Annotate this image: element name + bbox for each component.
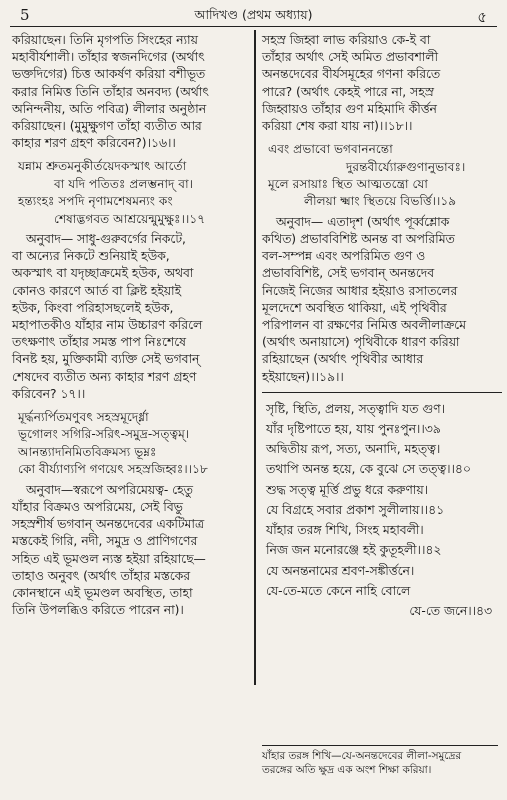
text-line: যাঁহার বিক্রমও অপরিমেয়, সেই বিভু bbox=[12, 499, 183, 514]
text-line: সহস্রশীর্ষ ভগবান্ অনন্তদেবের একটিমাত্র bbox=[12, 517, 204, 532]
text-line: করিয়া শেষ করা যায় না)।।১৮।। bbox=[262, 119, 413, 134]
right-column bbox=[262, 32, 496, 621]
text-line: সহিত এই ভূমণ্ডল ন্যস্ত হইয়া রহিয়াছে— bbox=[12, 551, 206, 566]
text-line: রহিয়াছেন (অর্থাৎ পৃথিবীর আধার bbox=[262, 352, 424, 367]
commentary-paragraph bbox=[12, 32, 246, 152]
text-line: তাহাও অনুবৎ (অর্থাৎ তাঁহার মস্তকের bbox=[12, 568, 191, 583]
running-title: আদিখণ্ড (প্রথম অধ্যায়) bbox=[194, 7, 313, 22]
verse-line: ভূগোলং সগিরি-সরিৎ-সমুদ্র-সত্ত্বম্। bbox=[18, 427, 190, 442]
sanskrit-verse-17 bbox=[12, 158, 246, 228]
song-line: নিজ জন মনোরঞ্জে হই কুতূহলী।।৪২ bbox=[266, 543, 442, 558]
left-column bbox=[12, 32, 246, 619]
text-line: করিয়াছেন। (মুমুক্ষুগণ তাঁহা ব্যতীত আর bbox=[12, 119, 202, 134]
text-line: কোনস্থানে এই ভূমণ্ডল অবস্থিত, তাহা bbox=[12, 585, 193, 600]
song-line: শুদ্ধ সত্ত্ব মূর্ত্তি প্রভু ধরে করুণায়। bbox=[266, 482, 429, 497]
sanskrit-verse-18 bbox=[12, 409, 246, 479]
text-line: তিনি উপলব্ধিও করিতে পারেন না)। bbox=[12, 603, 184, 618]
song-line: সৃষ্টি, স্থিতি, প্রলয়, সত্ত্বাদি যত গুণ। bbox=[266, 401, 445, 416]
song-line: অদ্বিতীয় রূপ, সত্য, অনাদি, মহত্ত্ব। bbox=[266, 442, 441, 457]
text-line: মস্তকেই গিরি, নদী, সমুদ্র ও প্রাণিগণের bbox=[12, 534, 198, 549]
text-line: বা অন্যের নিকটে শুনিয়াই হউক, bbox=[12, 249, 170, 264]
text-line: পরিপালন বা রক্ষণের নিমিত্ত অবলীলাক্রমে bbox=[262, 318, 466, 333]
song-line: যে অনন্তনামের শ্রবণ-সঙ্কীর্ত্তনে। bbox=[266, 563, 415, 578]
bengali-song bbox=[262, 399, 496, 621]
sanskrit-verse-19 bbox=[262, 141, 496, 211]
verse-line: দুরন্তবীর্য্যোরুগুণানুভাবঃ। bbox=[346, 159, 466, 174]
commentary-paragraph bbox=[262, 32, 496, 135]
footnote-line: তরঙ্গের অতি ক্ষুদ্র এক অংশ শিক্ষা করিয়া। bbox=[262, 764, 432, 777]
translation-18 bbox=[12, 482, 246, 620]
text-line: পারে? (অর্থাৎ কেহই পারে না, সহস্র bbox=[262, 84, 434, 99]
text-line: করিয়াছেন। তিনি মৃগপতি সিংহের ন্যায় bbox=[12, 33, 198, 47]
text-line: তাঁহার অর্থাৎ সেই অমিত প্রভাবশালী bbox=[262, 50, 438, 65]
text-line: হউক, কিংবা পরিহাসছলেই হউক, bbox=[12, 300, 174, 315]
text-line: অনুবাদ— সাধু-গুরুবর্গের নিকটে, bbox=[26, 232, 186, 247]
text-line: (অর্থাৎ অনায়াসে) পৃথিবীকে ধারণ করিয়া bbox=[262, 335, 460, 350]
verse-line: এবং প্রভাবো ভগবাননন্তো bbox=[268, 142, 393, 157]
page-number-left: 5 bbox=[20, 6, 30, 24]
verse-line: হন্ত্যংহঃ সপদি নৃণামশেষমন্যং কং bbox=[18, 194, 173, 209]
text-line: ভক্তদিগের) চিত্ত আকর্ষণ করিয়া বশীভূত bbox=[12, 67, 206, 82]
text-line: মূলদেশে অবস্থিত থাকিয়া, এই পৃথিবীর bbox=[262, 300, 447, 315]
footnote-line: যাঁহার তরঙ্গ শিখি—যে-অনন্তদেবের লীলা-সমুদ্রের bbox=[262, 750, 462, 762]
text-line: নিজেই নিজের আধার হইয়াও রসাতলের bbox=[262, 283, 458, 298]
song-line: যে-তে-মতে কেনে নাহি বোলে bbox=[266, 583, 411, 598]
text-line: অনন্তদেবের বীর্যসমূহের গণনা করিতে bbox=[262, 67, 441, 82]
column-divider bbox=[254, 30, 256, 685]
text-line: অকস্মাৎ বা যদৃচ্ছাক্রমেই হউক, অথবা bbox=[12, 266, 194, 281]
verse-line: আনন্ত্যাদনিমিতবিক্রমস্য ভূম্নঃ bbox=[18, 444, 157, 459]
text-line: অনিন্দনীয়, অতি পবিত্র) লীলার অনুষ্ঠান bbox=[12, 101, 207, 116]
text-line: মহাপাতকীও যাঁহার নাম উচ্চারণ করিলে bbox=[12, 318, 203, 333]
text-line: প্রভাববিশিষ্ট, সেই ভগবান্ অনন্তদেব bbox=[262, 266, 435, 281]
page-number-right: ৫ bbox=[477, 8, 487, 26]
text-line: তৎক্ষণাৎ তাঁহার সমস্ত পাপ নিঃশেষে bbox=[12, 335, 186, 350]
section-divider bbox=[262, 392, 502, 393]
text-line: হইয়াছেন)।।১৯।। bbox=[262, 369, 344, 384]
text-line: সহস্র জিহ্বা লাভ করিয়াও কে-ই বা bbox=[262, 33, 431, 47]
song-line: যাঁহার তরঙ্গ শিখি, সিংহ মহাবলী। bbox=[266, 523, 424, 538]
text-line: অনুবাদ—স্বরূপে অপরিমেয়ত্ব- হেতু bbox=[26, 482, 193, 497]
text-line: করার নিমিত্ত তিনি তাঁহার অনবদ্য (অর্থাৎ bbox=[12, 84, 209, 99]
verse-line: কো বীর্য্যাণ্যপি গণয়েৎ সহস্রজিহ্বঃ।।১৮ bbox=[18, 462, 208, 477]
text-line: অনুবাদ— এতাদৃশ (অর্থাৎ পূর্ব্বশ্লোক bbox=[276, 214, 450, 229]
verse-line: শেষাদ্ভগবত আশ্রয়েন্মুমুক্ষুঃ।।১৭ bbox=[54, 211, 206, 226]
verse-line: মূর্দ্ধন্যর্পিতমণুবৎ সহস্রমূর্দ্ধ্নো bbox=[18, 410, 149, 425]
song-line: যে বিগ্রহে সবার প্রকাশ সুলীলায়।।৪১ bbox=[266, 502, 445, 517]
translation-17 bbox=[12, 231, 246, 403]
text-line: বল-সম্পন্ন এবং অপরিমিত গুণ ও bbox=[262, 249, 426, 264]
footnote bbox=[262, 745, 498, 777]
text-line: বিনষ্ট হয়, মুক্তিকামী ব্যক্তি সেই ভগবান্ bbox=[12, 352, 200, 367]
text-line: কোনও কারণে আর্ত বা ক্লিষ্ট হইয়াই bbox=[12, 283, 181, 298]
text-line: কাহার শরণ গ্রহণ করিবেন?)।১৬।। bbox=[12, 136, 176, 151]
text-line: জিহ্বায়ও তাঁহার গুণ মহিমাদি কীর্ত্তন bbox=[262, 101, 437, 116]
text-line: শেষদেব ব্যতীত অন্য কাহার শরণ গ্রহণ bbox=[12, 369, 197, 384]
page-header bbox=[10, 4, 497, 27]
verse-line: যন্নাম শ্রুতমনুকীর্তয়েদকস্মাৎ আর্তো bbox=[18, 159, 187, 174]
song-line: যে-তে জনে।।৪৩ bbox=[409, 603, 492, 618]
song-line: যাঁর দৃষ্টিপাতে হয়, যায় পুনঃপুন।।৩৯ bbox=[266, 422, 441, 437]
text-line: করিবেন? ১৭।। bbox=[12, 386, 86, 401]
verse-line: বা যদি পতিতঃ প্রলম্ভনাদ্ বা। bbox=[54, 176, 193, 191]
text-line: কথিত) প্রভাববিশিষ্ট অনন্ত বা অপরিমিত bbox=[262, 232, 455, 247]
text-line: মহাবীর্যশালী। তাঁহার স্বজনদিগের (অর্থাৎ bbox=[12, 50, 205, 65]
verse-line: মূলে রসায়াঃ স্থিত আত্মতন্ত্রো যো bbox=[268, 177, 428, 192]
translation-19 bbox=[262, 214, 496, 386]
verse-line: লীলয়া ক্ষ্মাং স্থিতয়ে বিভর্ত্তি।।১৯ bbox=[304, 194, 457, 209]
song-line: তথাপি অনন্ত হয়ে, কে বুঝে সে তত্ত্ব।।৪০ bbox=[266, 462, 471, 477]
